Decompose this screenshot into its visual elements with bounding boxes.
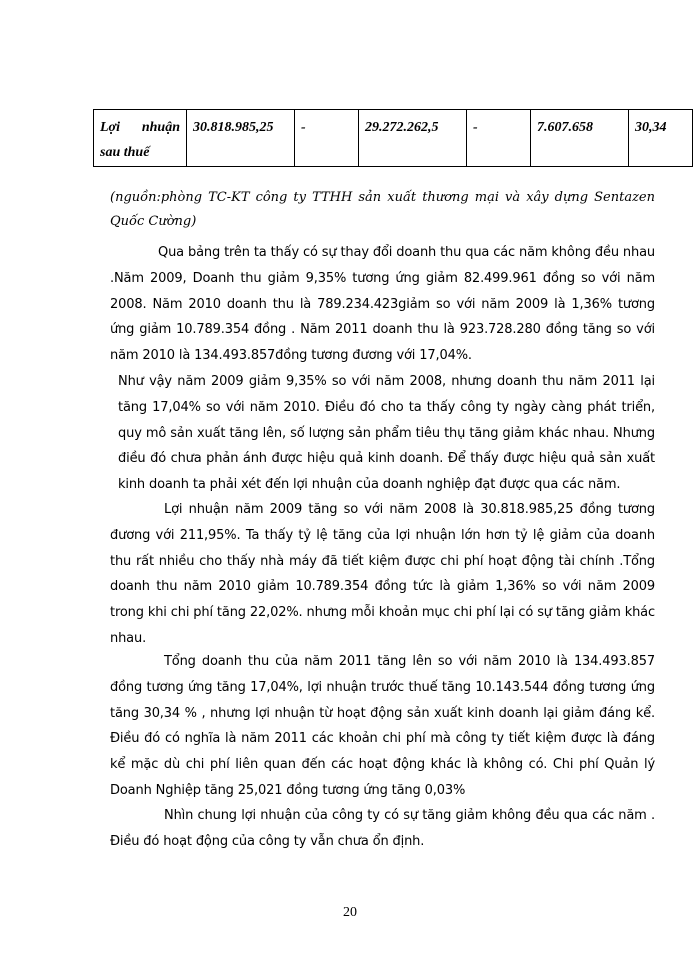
table-cell: 30.818.985,25: [187, 110, 295, 167]
paragraph-2: Như vậy năm 2009 giảm 9,35% so với năm 2008, nhưng doanh thu năm 2011 lại tăng 17,04% so với năm 2010. Điều đó cho ta thấy công ty ngày càng phát triển, quy mô sản xuất tăng lên, số lượng sản phẩm tiêu thụ tăng giảm khác nhau. Nhưng điều đó chưa phản ánh được hiệu quả kinh doanh. Để thấy được hiệu quả sản xuất kinh doanh ta phải xét đến lợi nhuận của doanh nghiệp đạt được qua các năm.: [118, 374, 655, 493]
paragraph-3: Lợi nhuận năm 2009 tăng so với năm 2008 là 30.818.985,25 đồng tương đương với 211,95%. Ta thấy tỷ lệ tăng của lợi nhuận lớn hơn tỷ lệ giảm của doanh thu rất nhiều cho thấy nhà máy đã tiết kiệm được chi phí hoạt động tài chính .Tổng doanh thu năm 2010 giảm 10.789.354 đồng tức là giảm 1,36% so với năm 2009 trong khi chi phí tăng 22,02%. nhưng mỗi khoản mục chi phí lại có sự tăng giảm khác nhau.: [110, 502, 655, 646]
table-cell: 29.272.262,5: [359, 110, 467, 167]
table-cell: 7.607.658: [531, 110, 629, 167]
row-label-word2: nhuận: [141, 120, 180, 135]
row-label-line2: sau thuế: [100, 145, 150, 160]
table-cell: -: [295, 110, 359, 167]
page-number: 20: [343, 905, 357, 920]
table-cell: 30,34: [629, 110, 693, 167]
row-label-cell: [94, 110, 187, 167]
paragraph-4: Tổng doanh thu của năm 2011 tăng lên so với năm 2010 là 134.493.857 đồng tương ứng tăng 17,04%, lợi nhuận trước thuế tăng 10.143.544 đồng tương ứng tăng 30,34 % , nhưng lợi nhuận từ hoạt động sản xuất kinh doanh lại giảm đáng kể. Điều đó có nghĩa là năm 2011 các khoản chi phí mà công ty tiết kiệm được là đáng kể mặc dù chi phí liên quan đến các hoạt động khác là không có. Chi phí Quản lý Doanh Nghiệp tăng 25,021 đồng tương ứng tăng 0,03%: [110, 654, 655, 798]
paragraph-5: Nhìn chung lợi nhuận của công ty có sự tăng giảm không đều qua các năm . Điều đó hoạt động của công ty vẫn chưa ổn định.: [110, 808, 655, 849]
table-row: [94, 110, 693, 167]
row-label-word1: Lợi: [100, 120, 120, 135]
source-note: (nguồn:phòng TC-KT công ty TTHH sản xuất thương mại và xây dựng Sentazen Quốc Cường): [110, 190, 655, 229]
profit-table: [93, 109, 693, 167]
paragraph-1: Qua bảng trên ta thấy có sự thay đổi doanh thu qua các năm không đều nhau .Năm 2009, Doanh thu giảm 9,35% tương ứng giảm 82.499.961 đồng so với năm 2008. Năm 2010 doanh thu là 789.234.423giảm so với năm 2009 là 1,36% tương ứng giảm 10.789.354 đồng . Năm 2011 doanh thu là 923.728.280 đồng tăng so với năm 2010 là 134.493.857đồng tương đương với 17,04%.: [110, 245, 655, 364]
table-cell: -: [467, 110, 531, 167]
